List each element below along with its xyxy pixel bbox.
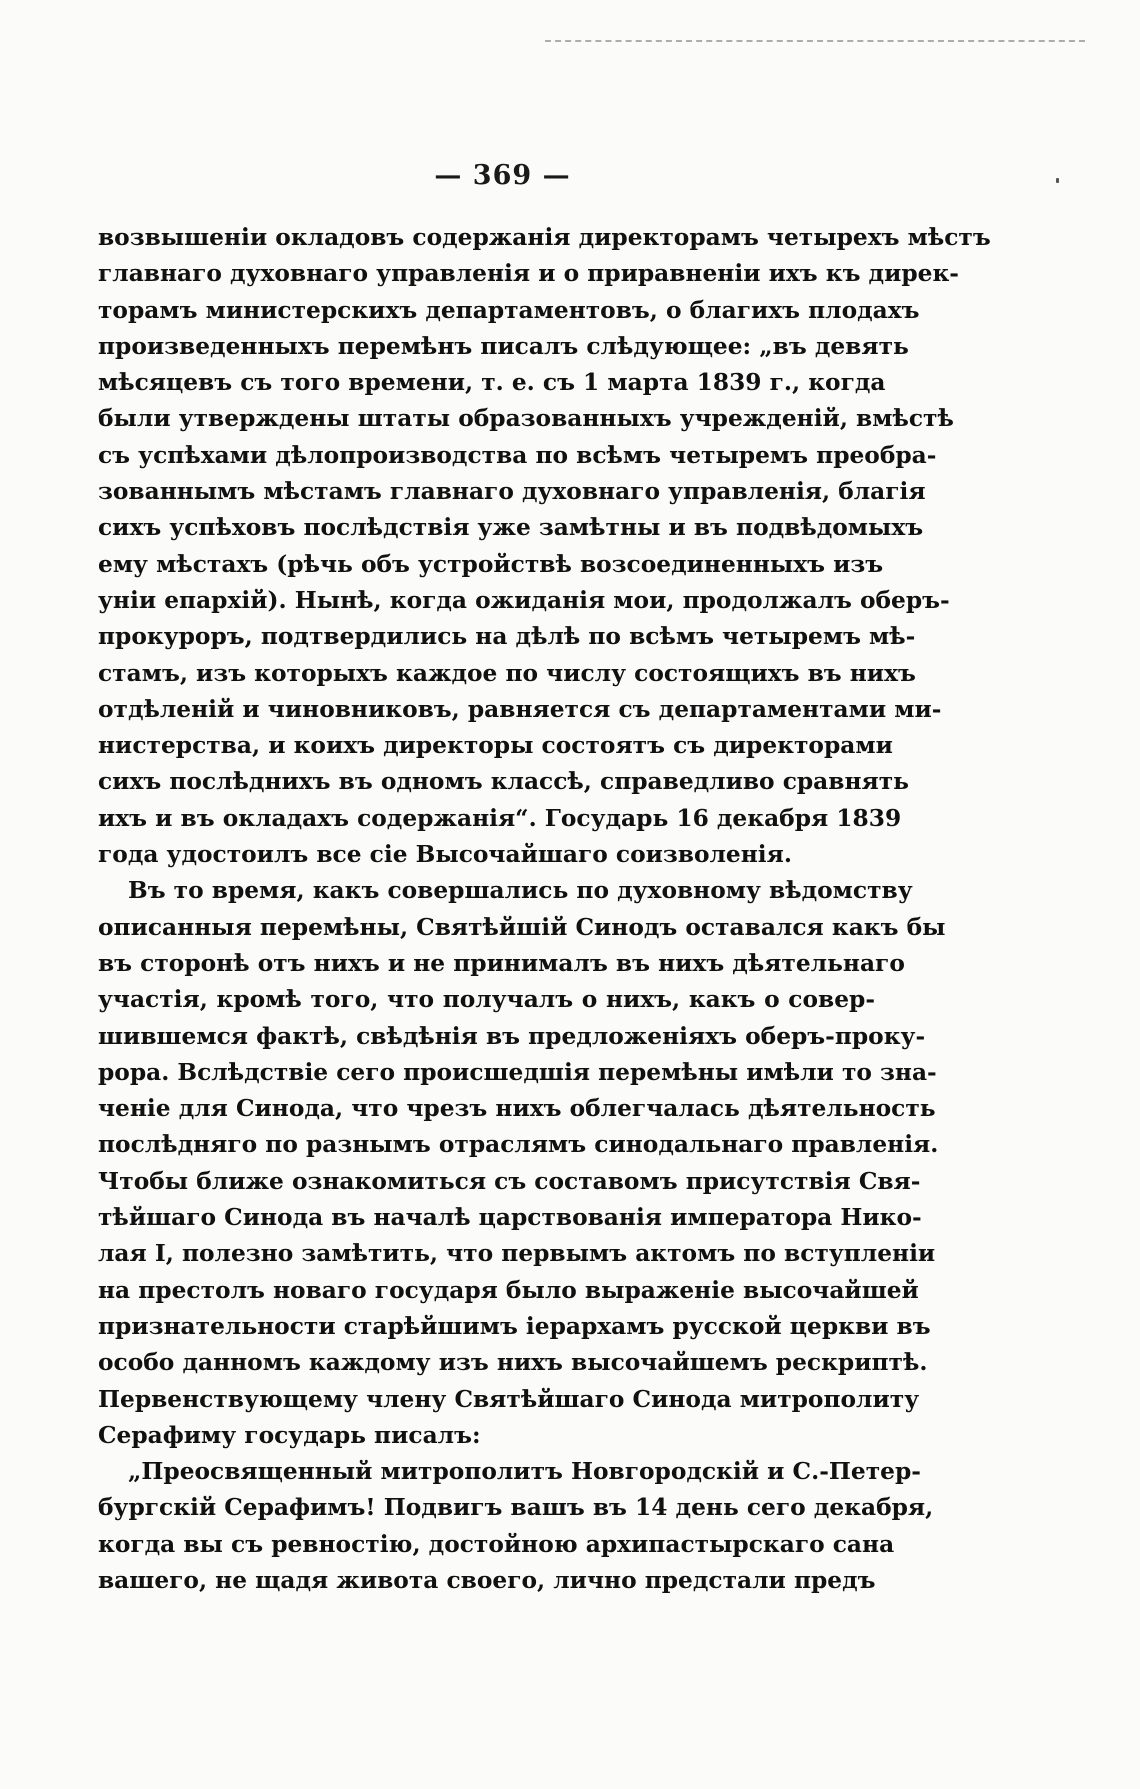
text-line: сихъ послѣднихъ въ одномъ классѣ, справедливо сравнять (98, 768, 909, 796)
body-text (98, 220, 991, 1599)
text-line: рора. Вслѣдствіе сего происшедшія перемѣны имѣли то зна- (98, 1058, 937, 1086)
text-line: нистерства, и коихъ директоры состоятъ съ директорами (98, 732, 893, 760)
text-line: ему мѣстахъ (рѣчь объ устройствѣ возсоединенныхъ изъ (98, 550, 884, 578)
text-line: ченіе для Синода, что чрезъ нихъ облегчалась дѣятельность (98, 1095, 936, 1123)
text-line: участія, кромѣ того, что получалъ о нихъ, какъ о совер- (98, 986, 875, 1014)
text-line: возвышеніи окладовъ содержанія директорамъ четырехъ мѣстъ (98, 224, 991, 251)
text-line: главнаго духовнаго управленія и о приравненіи ихъ къ дирек- (98, 260, 959, 288)
text-line: вашего, не щадя живота своего, лично предстали предъ (98, 1566, 876, 1594)
text-line: Серафиму государь писалъ: (98, 1421, 481, 1449)
text-line: сихъ успѣховъ послѣдствія уже замѣтны и въ подвѣдомыхъ (98, 514, 924, 542)
text-line: стамъ, изъ которыхъ каждое по числу состоящихъ въ нихъ (98, 659, 916, 687)
text-line: послѣдняго по разнымъ отраслямъ синодальнаго правленія. (98, 1131, 939, 1159)
text-line: торамъ министерскихъ департаментовъ, о благихъ плодахъ (98, 296, 920, 324)
margin-mark (1056, 178, 1059, 183)
text-line: года удостоилъ все сіе Высочайшаго соизволенія. (98, 841, 792, 869)
page-number: — 369 — (434, 160, 571, 191)
text-line: уніи епархій). Нынѣ, когда ожиданія мои, продолжалъ оберъ- (98, 586, 950, 614)
text-line: на престолъ новаго государя было выраженіе высочайшей (98, 1276, 919, 1304)
text-line: бургскій Серафимъ! Подвигъ вашъ въ 14 день сего декабря, (98, 1494, 934, 1522)
text-line: зованнымъ мѣстамъ главнаго духовнаго управленія, благія (98, 478, 926, 506)
text-line: Первенствующему члену Святѣйшаго Синода митрополиту (98, 1385, 920, 1413)
text-line: въ сторонѣ отъ нихъ и не принималъ въ нихъ дѣятельнаго (98, 949, 905, 977)
text-line: мѣсяцевъ съ того времени, т. е. съ 1 марта 1839 г., когда (98, 369, 886, 397)
text-line: описанныя перемѣны, Святѣйшій Синодъ оставался какъ бы (98, 913, 946, 941)
text-line: произведенныхъ перемѣнъ писалъ слѣдующее: „въ девять (98, 332, 909, 360)
text-line: Въ то время, какъ совершались по духовному вѣдомству (128, 877, 913, 905)
text-line: прокуроръ, подтвердились на дѣлѣ по всѣмъ четыремъ мѣ- (98, 623, 916, 651)
text-line: ихъ и въ окладахъ содержанія“. Государь 16 декабря 1839 (98, 804, 902, 832)
text-line: когда вы съ ревностію, достойною архипастырскаго сана (98, 1530, 895, 1558)
text-line: Чтобы ближе ознакомиться съ составомъ присутствія Свя- (98, 1167, 921, 1195)
text-line: особо данномъ каждому изъ нихъ высочайшемъ рескриптѣ. (98, 1349, 928, 1377)
text-line: „Преосвященный митрополитъ Новгородскій и С.-Петер- (128, 1458, 921, 1486)
text-line: признательности старѣйшимъ іерархамъ русской церкви въ (98, 1312, 931, 1340)
text-line: лая I, полезно замѣтить, что первымъ актомъ по вступленіи (98, 1240, 936, 1268)
text-line: съ успѣхами дѣлопроизводства по всѣмъ четыремъ преобра- (98, 441, 937, 469)
text-line: были утверждены штаты образованныхъ учрежденій, вмѣстѣ (98, 405, 954, 433)
text-line: шившемся фактѣ, свѣдѣнія въ предложеніяхъ оберъ-проку- (98, 1022, 926, 1050)
text-line: отдѣленій и чиновниковъ, равняется съ департаментами ми- (98, 695, 942, 723)
text-line: тѣйшаго Синода въ началѣ царствованія императора Нико- (98, 1204, 922, 1232)
top-edge-rule (545, 40, 1085, 42)
